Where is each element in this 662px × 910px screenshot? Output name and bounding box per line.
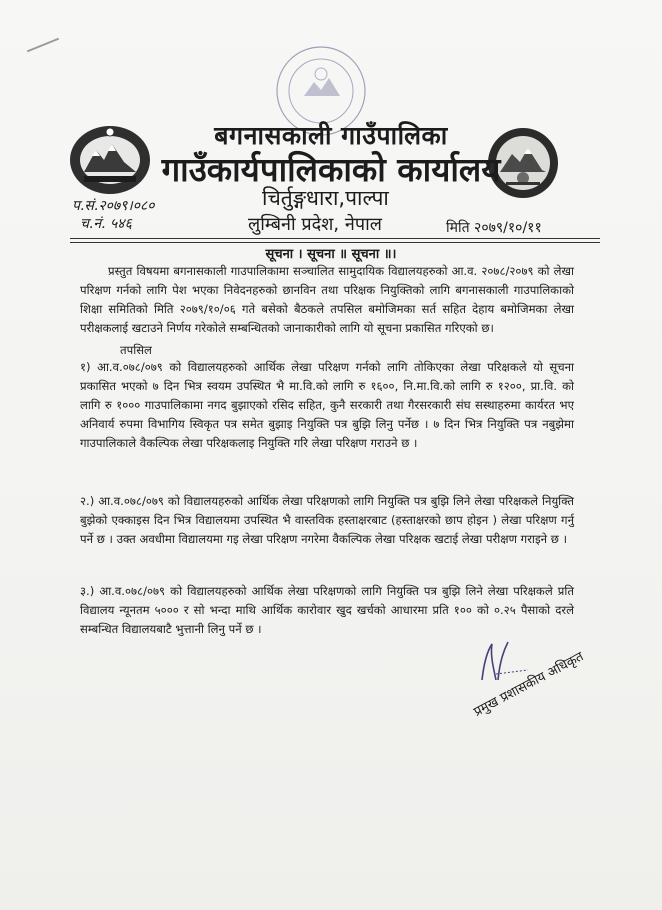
tapsil-label: तपसिल (120, 343, 152, 357)
signatory-title: प्रमुख प्रशासकीय अधिकृत (471, 649, 587, 720)
condition-point-3: ३.) आ.व.०७८/०७९ को विद्यालयहरुको आर्थिक लेखा परिक्षणको लागि नियुक्ति पत्र बुझि लिने लेखा परिक्षकले प्रति विद्यालय न्यूनतम ५००० र सो भन्दा माथि आर्थिक कारोवार खुद खर्चको आधारमा प्रति १०० को ०.२५ पैसाको दरले सम्बन्धित विद्यालयबाटै भुत्तानी लिनु पर्ने छ । (80, 584, 574, 636)
condition-point-1: १) आ.व.०७८/०७९ को विद्यालयहरुको आर्थिक लेखा परिक्षण गर्नको लागि तोकिएका लेखा परिक्षकले यो सूचना प्रकासित भएको ७ दिन भित्र स्वयम उपस्थित भै मा.वि.को लागि रु १६००, नि.मा.वि.को लागि रु १२००, प्रा.वि. को लागि रु १००० गाउपालिकामा नगद बुझाएको रसिद सहित, कुनै सरकारी तथा गैरसरकारी संघ सस्थाहरुमा कार्यरत भए अनिवार्य रुपमा विभागिय स्विकृत पत्र समेत बुझाइ नियुक्ति पत्र बुझि लिनु पर्नेछ । ७ दिन भित्र नियुक्ति पत्र नबुझेमा गाउपालिकाले वैकल्पिक लेखा परिक्षकलाइ नियुक्ति गरि लेखा परिक्षण गराउने छ । (80, 360, 574, 450)
intro-paragraph: प्रस्तुत विषयमा बगनासकाली गाउपालिकामा सञ्चालित सामुदायिक विद्यालयहरुको आ.व. २०७८/२०७९ को लेखा परिक्षण गर्नको लागि पेश भएका निवेदनहरुको छानविन तथा परिक्षक नियुक्तिको लागि बगनासकाली गाउपालिकाको शिक्षा समितिको मिति २०७९/१०/०६ गते बसेको बैठकले तपसिल बमोजिमका सर्त सहित देहाय बमोजिमका लेखा परीक्षकलाई खटाउने निर्णय गरेकोले सम्बन्धितको जानाकारीको लागि यो सूचना प्रकासित गरिएको छ। (80, 264, 575, 335)
notice-heading: सूचना । सूचना ॥ सूचना ॥। (265, 247, 397, 262)
patra-sankhya (72, 196, 155, 215)
header-divider (70, 238, 600, 239)
municipality-name: बगनासकाली गाउँपालिका (214, 121, 448, 150)
letter-date: मिति २०७९/१०/११ (446, 220, 542, 236)
office-name: गाउँकार्यपालिकाको कार्यालय (161, 150, 501, 189)
chalani-number (80, 214, 132, 233)
patra-sankhya-text: प.सं.२०७९।०८० (72, 198, 155, 214)
condition-point-2: २.) आ.व.०७८/०७९ को विद्यालयहरुको आर्थिक लेखा परिक्षणको लागि नियुक्ति पत्र बुझि लिने लेखा परिक्षकले नियुक्ति बुझेको एक्काइस दिन भित्र विद्यालयमा उपस्थित भै वास्तविक हस्ताक्षरबाट (हस्ताक्षरको छाप होइन ) लेखा परिक्षण गर्नु पर्ने छ । उक्त अवधीमा विद्यालयमा गइ लेखा परिक्षण नगरेमा वैकल्पिक लेखा परिक्षक खटाई लेखा परीक्षण गराइने छ । (80, 494, 574, 546)
province-line: लुम्बिनी प्रदेश, नेपाल (248, 214, 382, 235)
office-location: चिर्तुङ्गधारा,पाल्पा (262, 186, 389, 210)
header-divider-double (70, 242, 600, 243)
chalani-number-text: च.नं. ५४६ (80, 216, 132, 232)
pen-mark (27, 38, 59, 53)
